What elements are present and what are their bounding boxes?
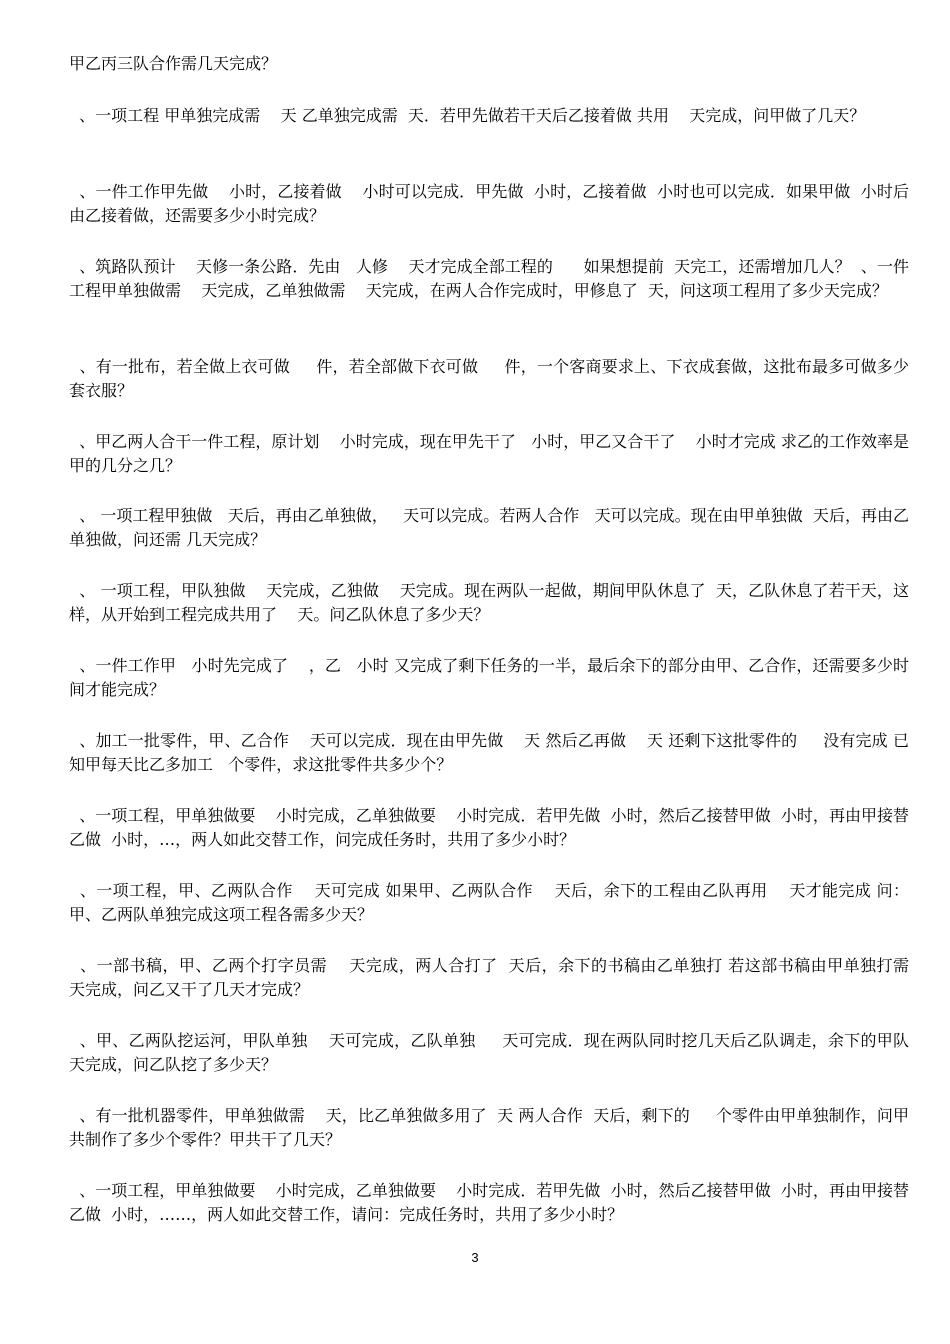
paragraph-11: 、一项工程，甲、乙两队合作 天可完成 如果甲、乙两队合作 天后，余下的工程由乙队再用 天才能完成 问：甲、乙两队单独完成这项工程各需多少天？	[69, 881, 909, 924]
paragraph-12: 、一部书稿，甲、乙两个打字员需 天完成，两人合打了 天后，余下的书稿由乙单独打 若这部书稿由甲单独打需 天完成，问乙又干了几天才完成？	[69, 956, 930, 999]
paragraph-0: 甲乙丙三队合作需几天完成？	[69, 54, 278, 73]
paragraph-13: 、甲、乙两队挖运河，甲队单独 天可完成，乙队单独 天可完成．现在两队同时挖几天后乙队调走，余下的甲队 天完成，问乙队挖了多少天？	[69, 1031, 920, 1074]
paragraph-15: 、一项工程，甲单独做要 小时完成，乙单独做要 小时完成．若甲先做 小时，然后乙接替甲做 小时，再由甲接替乙做 小时，……，两人如此交替工作，请问：完成任务时，共用了多少小时？	[69, 1181, 909, 1224]
paragraph-8: 、一件工作甲 小时先完成了 ，乙 小时 又完成了剩下任务的一半，最后余下的部分由甲、乙合作，还需要多少时间才能完成？	[69, 656, 910, 699]
paragraph-10: 、一项工程，甲单独做要 小时完成，乙单独做要 小时完成．若甲先做 小时，然后乙接替甲做 小时，再由甲接替乙做 小时，…，两人如此交替工作，问完成任务时，共用了多少小时？	[69, 806, 909, 849]
paragraph-14: 、有一批机器零件，甲单独做需 天，比乙单独做多用了 天 两人合作 天后，剩下的 个零件由甲单独制作，问甲共制作了多少个零件？甲共干了几天？	[69, 1106, 909, 1149]
page-number: 3	[471, 1250, 479, 1265]
paragraph-1: 、一项工程 甲单独完成需 天 乙单独完成需 天．若甲先做若干天后乙接着做 共用 天完成，问甲做了几天？	[69, 106, 866, 125]
paragraph-5: 、甲乙两人合干一件工程，原计划 小时完成，现在甲先干了 小时，甲乙又合干了 小时才完成 求乙的工作效率是甲的几分之几？	[69, 432, 909, 475]
paragraph-2: 、一件工作甲先做 小时，乙接着做 小时可以完成．甲先做 小时，乙接着做 小时也可以完成．如果甲做 小时后由乙接着做，还需要多少小时完成？	[69, 182, 909, 225]
paragraph-4: 、有一批布，若全做上衣可做 件，若全部做下衣可做 件，一个客商要求上、下衣成套做，这批布最多可做多少套衣服？	[69, 357, 909, 400]
paragraph-9: 、加工一批零件，甲、乙合作 天可以完成．现在由甲先做 天 然后乙再做 天 还剩下这批零件的 没有完成 已知甲每天比乙多加工 个零件，求这批零件共多少个？	[69, 731, 909, 774]
paragraph-7: 、 一项工程，甲队独做 天完成，乙独做 天完成。现在两队一起做，期间甲队休息了 天，乙队休息了若干天，这样，从开始到工程完成共用了 天。问乙队休息了多少天？	[69, 581, 910, 624]
paragraph-3: 、筑路队预计 天修一条公路．先由 人修 天才完成全部工程的 如果想提前 天完工，还需增加几人？ 、一件工程甲单独做需 天完成，乙单独做需 天完成，在两人合作完成时，甲修息了 天，问这项工程用了多少天完成？	[69, 257, 909, 300]
paragraph-6: 、 一项工程甲独做 天后，再由乙单独做， 天可以完成。若两人合作 天可以完成。现在由甲单独做 天后，再由乙单独做，问还需 几天完成？	[69, 506, 909, 549]
